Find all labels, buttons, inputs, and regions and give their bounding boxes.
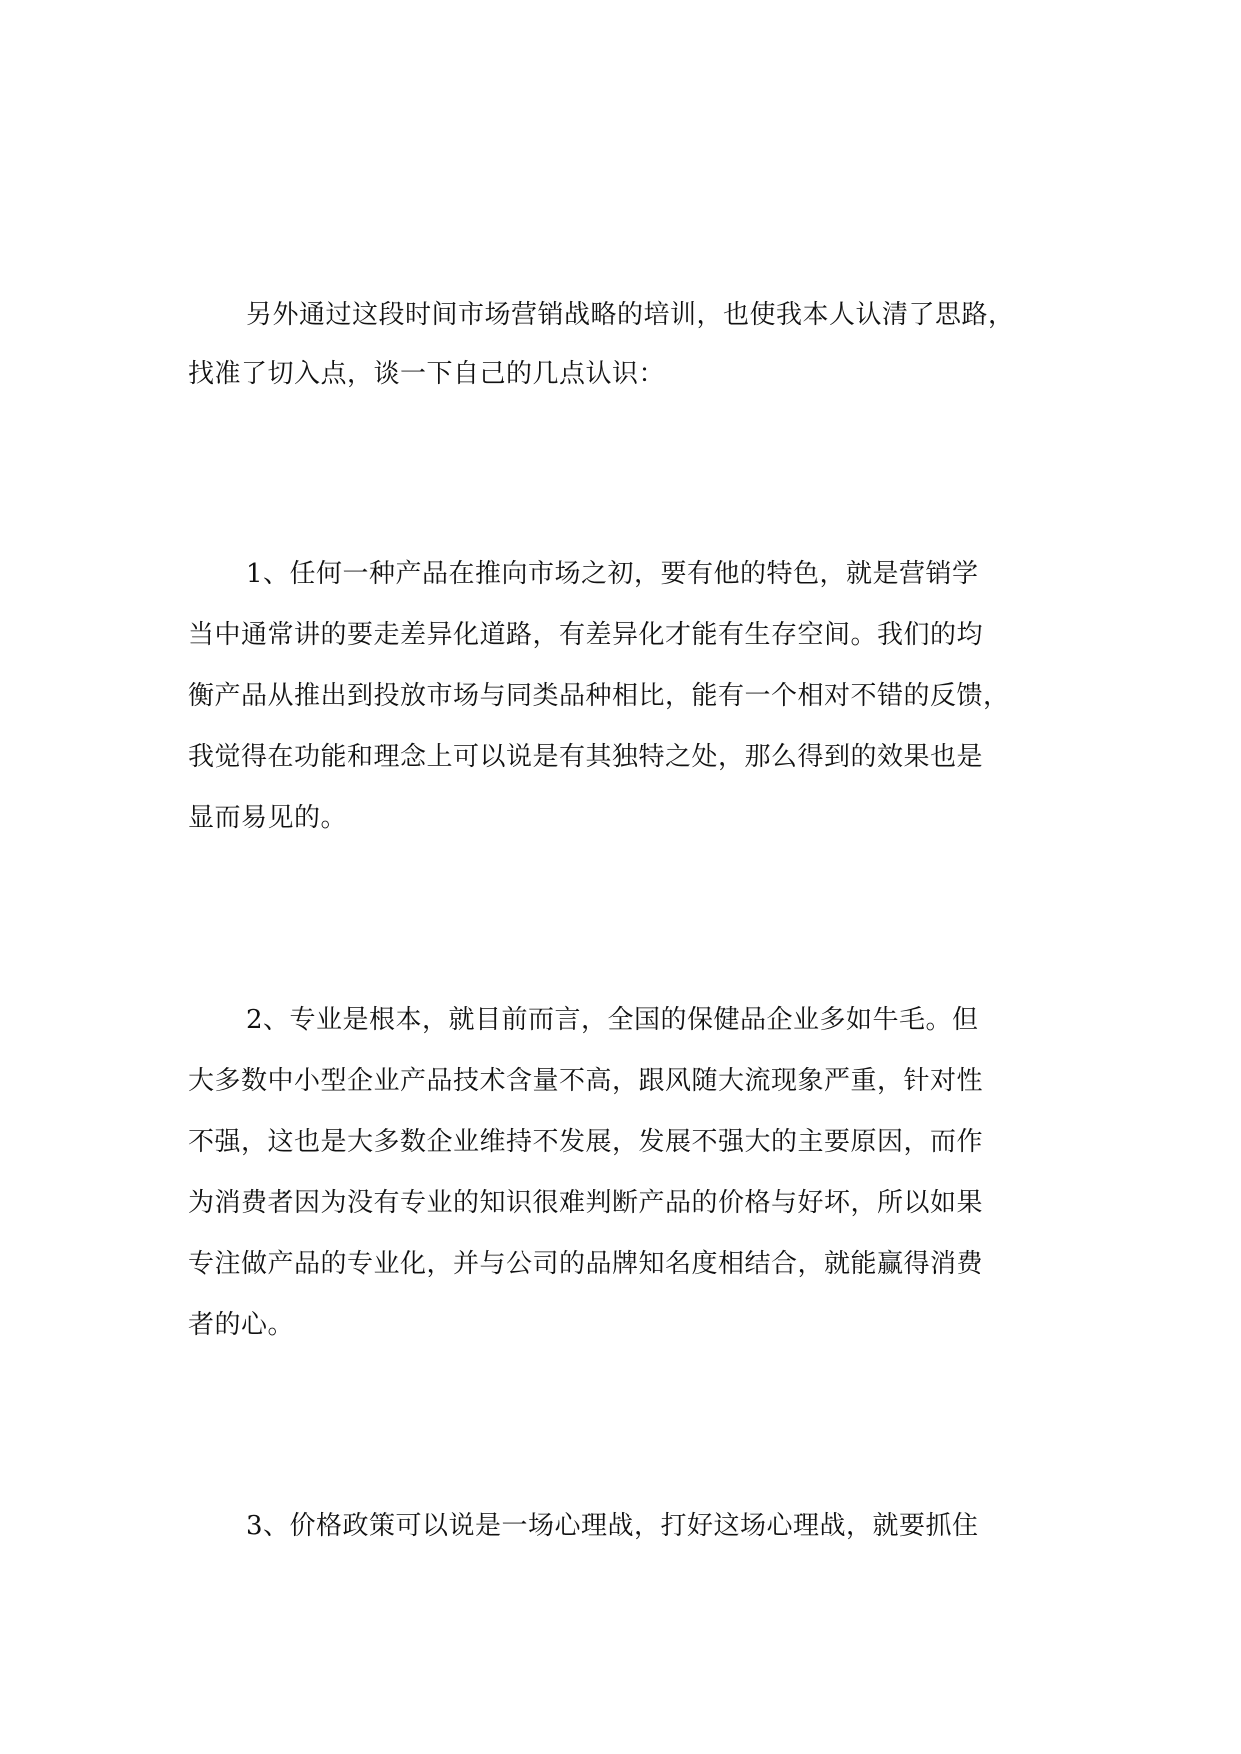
paragraph-1-line-1: 另外通过这段时间市场营销战略的培训，也使我本人认清了思路，: [246, 300, 1015, 330]
paragraph-2-line-3: 衡产品从推出到投放市场与同类品种相比，能有一个相对不错的反馈，: [188, 681, 1010, 711]
paragraph-3-line-4: 为消费者因为没有专业的知识很难判断产品的价格与好坏，所以如果: [188, 1188, 984, 1218]
paragraph-4-line-1: 3、价格政策可以说是一场心理战，打好这场心理战，就要抓住: [246, 1511, 979, 1541]
paragraph-2-line-4: 我觉得在功能和理念上可以说是有其独特之处，那么得到的效果也是: [188, 742, 984, 772]
paragraph-3-line-5: 专注做产品的专业化，并与公司的品牌知名度相结合，就能赢得消费: [188, 1249, 984, 1279]
paragraph-2-line-1: 1、任何一种产品在推向市场之初，要有他的特色，就是营销学: [246, 559, 979, 589]
paragraph-3-line-1: 2、专业是根本，就目前而言，全国的保健品企业多如牛毛。但: [246, 1005, 979, 1035]
paragraph-3-line-2: 大多数中小型企业产品技术含量不高，跟风随大流现象严重，针对性: [188, 1066, 984, 1096]
paragraph-3-line-6: 者的心。: [188, 1310, 295, 1340]
paragraph-3-line-3: 不强，这也是大多数企业维持不发展，发展不强大的主要原因，而作: [188, 1127, 984, 1157]
paragraph-2-line-5: 显而易见的。: [188, 803, 348, 833]
paragraph-1-line-2: 找准了切入点，谈一下自己的几点认识：: [188, 359, 666, 389]
paragraph-2-line-2: 当中通常讲的要走差异化道路，有差异化才能有生存空间。我们的均: [188, 620, 984, 650]
